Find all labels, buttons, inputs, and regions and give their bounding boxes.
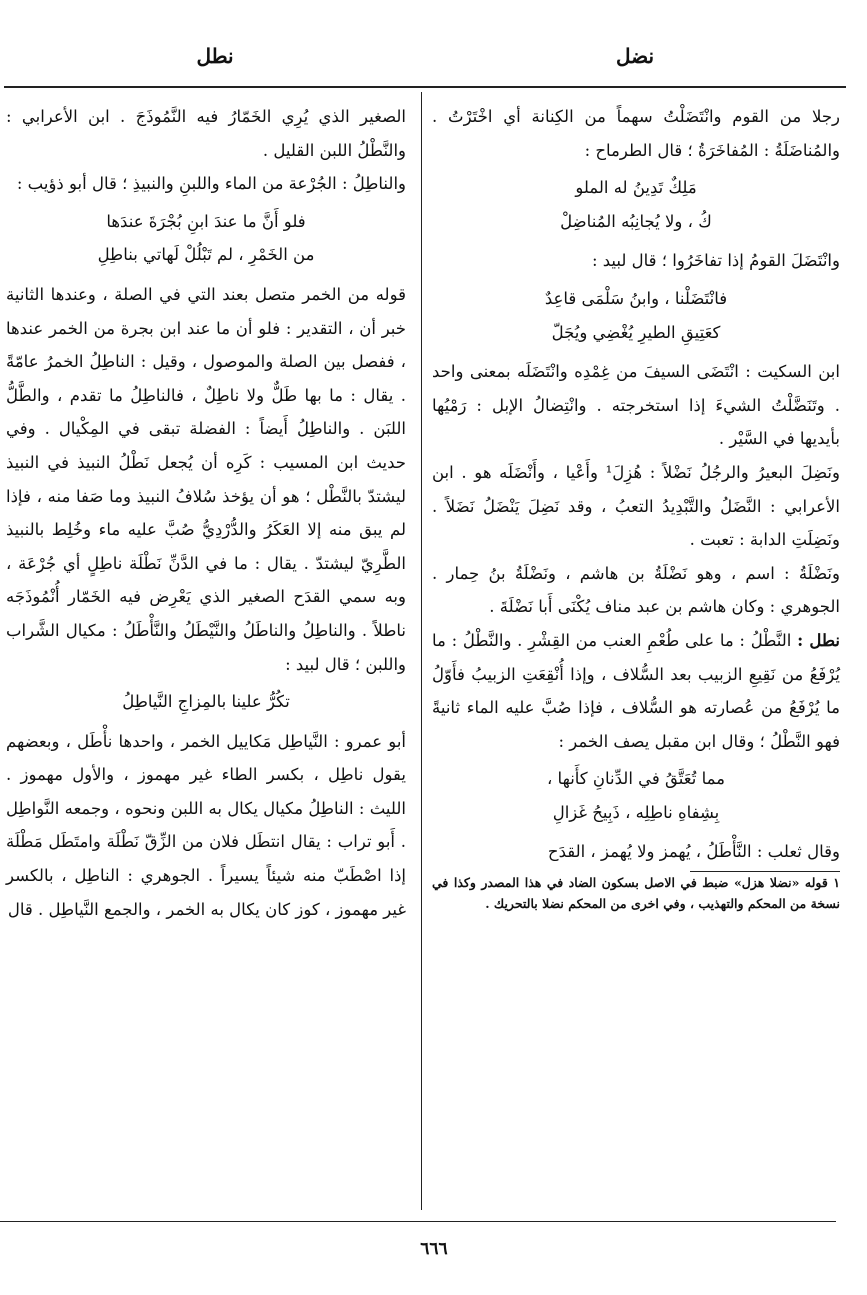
verse-line: مما تُعَتَّقُ في الدِّنانِ كأَنها ،: [546, 769, 725, 789]
verse-line: فلو أَنَّ ما عندَ ابنِ بُجْرَةَ عندَها: [106, 211, 306, 231]
right-paragraph-6: [432, 624, 840, 758]
column-divider: [421, 92, 422, 1210]
right-verse-3: [432, 762, 840, 829]
verse-line: من الخَمْرِ ، لم تَبْلُلْ لَهاتي بناطِلِ: [97, 245, 315, 265]
left-paragraph-1: الصغير الذي يُرِي الخَمّارُ فيه النَّمُوذَجَ . ابن الأعرابي : والنَّطْلُ اللبن القليل .: [6, 107, 406, 160]
entry-headword: نطل :: [797, 630, 840, 650]
left-verse-2: [6, 685, 406, 719]
left-column-header: نطل: [196, 44, 234, 68]
right-paragraph-1: رجلا من القوم وانْتَضَلْتُ سهماً من الكِنانة أي اخْتَرْتُ . والمُناضَلَةُ : المُفاخَرَةُ ؛ قال الطرماح :: [432, 107, 840, 160]
right-paragraph-3: ابن السكيت : انْتَضَى السيفَ من غِمْدِه وانْتَضَلَه بمعنى واحد . وتَنَضَّلْتُ الشيءَ إذا استخرجته . وانْتِضالُ الإبل : رَمْيُها بأيديها في السَّيْر .: [432, 362, 840, 449]
entry-text: النَّطْلُ : ما على طُعْمِ العنب من القِشْرِ . والنَّطْلُ : ما يُرْفَعُ من نَقِيعِ الزبيب بعد السُّلاف ، وإذا أُنْقِعَتِ الزبيبُ فأَوّلُ ما يُرْفَعُ من عُصارته هو السُّلاف ، فإذا صُبَّ عليه الماء ثانيةً فهو النَّطْلُ ؛ وقال ابن مقبل يصف الخمر :: [432, 630, 840, 751]
right-column: [432, 100, 840, 914]
right-paragraph-4: ونَضِلَ البعيرُ والرجُلُ نَضْلاً : هُزِلَ¹ وأَعْيا ، وأَنْضَلَه هو . ابن الأعرابي : النَّضَلُ والتَّبْدِيدُ التعبُ ، وقد نَضِلَ يَنْضَلُ نَضَلاً . ونَضِلَتِ الدابة : تعبت .: [432, 462, 840, 550]
left-paragraph-2: والناطِلُ : الجُرْعة من الماء واللبنِ والنبيذِ ؛ قال أبو ذؤيب :: [16, 174, 406, 194]
header-rule: [4, 86, 846, 88]
footnote: ١ قوله «نضلا هزل» ضبط في الاصل بسكون الضاد في هذا المصدر وكذا في نسخة من المحكم والتهذيب ، وفي اخرى من المحكم نضلا بالتحريك .: [432, 875, 840, 912]
right-paragraph-5: ونَضْلَةُ : اسم ، وهو نَضْلَةُ بن هاشم ، ونَضْلَةُ بنُ حِمار . الجوهري : وكان هاشم بن عبد مناف يُكْنَى أَبا نَضْلَةَ .: [432, 563, 840, 617]
right-paragraph-7: وقال ثعلب : النَّأْطَلُ ، يُهمز ولا يُهمز ، القدَح: [547, 842, 840, 862]
right-verse-1: [432, 171, 840, 238]
right-column-header: نضل: [615, 44, 655, 68]
left-paragraph-4: أبو عمرو : النَّياطِل مَكاييل الخمر ، واحدها نأْطَل ، وبعضهم يقول ناطِل ، بكسر الطاء غير مهموز ، والأول مهموز . الليث : الناطِلُ مكيال يكال به اللبن ونحوه ، وجمعه النَّواطِل . أَبو تراب : يقال انتطَل فلان من الزِّقّ نَطْلَة وامتَطَل مَطْلَة إذا اصْطَبّ منه شيئاً يسيراً . الجوهري : الناطِل ، بالكسر غير مهموز ، كوز كان يكال به الخمر ، والجمع النَّياطِل . قال: [6, 731, 406, 919]
verse-line: كعَتِيقِ الطيرِ يُغْضِي ويُجَلّ: [551, 322, 721, 342]
footer-rule: [0, 1221, 836, 1222]
left-verse-1: [6, 205, 406, 272]
page-number: ٦٦٦: [420, 1239, 448, 1259]
right-verse-2: [432, 282, 840, 349]
right-paragraph-2: وانْتَضَلَ القومُ إذا تفاخَرُوا ؛ قال لبيد :: [591, 251, 840, 271]
verse-line: بِشِفاهِ ناطِلِه ، ذَبِيحُ غَزالِ: [552, 802, 720, 822]
verse-line: مَلِكٌ تَدِينُ له الملو: [575, 178, 697, 198]
verse-line: كُ ، ولا يُجانِبُه المُناضِلْ: [560, 211, 712, 231]
verse-line: فانْتَضَلْنا ، وابنُ سَلْمَى قاعِدٌ: [544, 288, 728, 308]
verse-line: تكُرُّ علينا بالمِزاجِ النَّياطِلُ: [122, 692, 290, 712]
left-column: [6, 100, 406, 926]
left-paragraph-3: قوله من الخمر متصل بعند التي في الصلة ، وعندها الثانية خبر أن ، التقدير : فلو أن ما عند ابن بجرة من الخمر عندها ، ففصل بين الصلة والموصول ، وقيل : الناطِلُ الخمرُ عامّةً . يقال : ما بها طَلٌّ ولا ناطِلٌ ، فالناطِلُ ما تقدم ، والطَّلُّ اللبَن . والناطِلُ أَيضاً : الفضلة تبقى في المِكْيال . وفي حديث ابن المسيب : كَرِه أن يُجعل نَطْلُ النبيذ في النبيذ ليشتدّ بالنَّطْل ؛ هو أن يؤخذ سُلافُ النبيذ وما صَفا منه ، فإذا لم يبق منه إلا العَكَرُ والدُّرْدِيُّ صُبَّ عليه ماء وخُلِط بالنبيذ الطَّرِيّ ليشتدّ . يقال : ما في الدَّنِّ نَطْلَة ناطِلٍ أي جُرْعَة ، وبه سمي القدَح الصغير الذي يَعْرِض فيه الخَمّار أُنْمُوذَجَه ناطلاً . والناطِلُ والناطَلُ والنَّيْطَلُ والنَّأْطَلُ : مكيال الشَّراب واللبن ؛ قال لبيد :: [6, 284, 406, 674]
